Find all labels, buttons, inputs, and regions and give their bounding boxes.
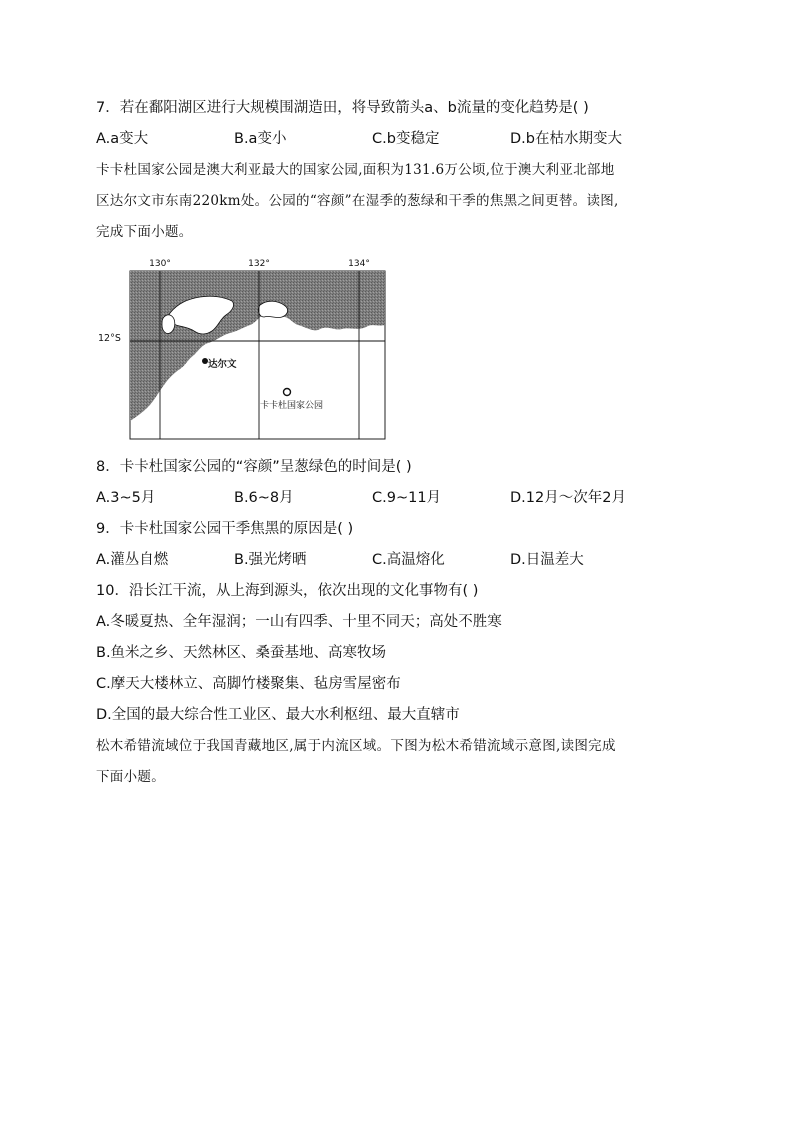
q7-stem: 7．若在鄱阳湖区进行大规模围湖造田，将导致箭头a、b流量的变化趋势是( ) — [96, 100, 589, 116]
intro2-line-2: 下面小题。 — [96, 769, 165, 785]
bathurst-island — [162, 315, 175, 334]
q10-option-d[interactable]: D.全国的最大综合性工业区、最大水利枢纽、最大直辖市 — [96, 707, 460, 723]
q10-option-c[interactable]: C.摩天大楼林立、高脚竹楼聚集、毡房雪屋密布 — [96, 676, 401, 692]
intro2-line-1: 松木希错流域位于我国青藏地区,属于内流区域。下图为松木希错流域示意图,读图完成 — [96, 738, 616, 754]
q10-option-a[interactable]: A.冬暖夏热、全年湿润；一山有四季、十里不同天；高处不胜寒 — [96, 614, 502, 630]
intro1-line-1: 卡卡杜国家公园是澳大利亚最大的国家公园,面积为131.6万公顷,位于澳大利亚北部地 — [96, 162, 615, 178]
kakadu-map — [128, 255, 388, 441]
q7-option-d[interactable]: D.b在枯水期变大 — [510, 131, 622, 147]
q8-option-b[interactable]: B.6~8月 — [234, 490, 294, 506]
intro1-line-3: 完成下面小题。 — [96, 224, 193, 240]
q8-option-a[interactable]: A.3~5月 — [96, 490, 156, 506]
kakadu-label: 卡卡杜国家公园 — [260, 401, 324, 411]
q9-option-c[interactable]: C.高温熔化 — [372, 552, 445, 568]
q7-option-a[interactable]: A.a变大 — [96, 131, 149, 147]
q10-option-b[interactable]: B.鱼米之乡、天然林区、桑蚕基地、高寒牧场 — [96, 645, 387, 661]
lon-label-132: 132° — [248, 259, 270, 269]
q9-option-b[interactable]: B.强光烤晒 — [234, 552, 307, 568]
kakadu-map-svg — [128, 255, 388, 441]
lon-label-134: 134° — [348, 259, 370, 269]
lat-label-12s: 12°S — [98, 333, 121, 344]
q8-option-d[interactable]: D.12月～次年2月 — [510, 490, 626, 506]
q8-stem: 8．卡卡杜国家公园的“容颜”呈葱绿色的时间是( ) — [96, 459, 412, 475]
q7-option-b[interactable]: B.a变小 — [234, 131, 287, 147]
q8-option-c[interactable]: C.9~11月 — [372, 490, 442, 506]
q9-option-d[interactable]: D.日温差大 — [510, 552, 584, 568]
kakadu-marker — [284, 389, 291, 396]
q10-stem: 10．沿长江干流，从上海到源头，依次出现的文化事物有( ) — [96, 583, 479, 599]
intro1-line-2: 区达尔文市东南220km处。公园的“容颜”在湿季的葱绿和干季的焦黑之间更替。读图, — [96, 193, 619, 209]
q9-stem: 9．卡卡杜国家公园干季焦黑的原因是( ) — [96, 521, 354, 537]
darwin-label: 达尔文 — [208, 359, 237, 370]
q9-option-a[interactable]: A.灌丛自燃 — [96, 552, 169, 568]
q7-option-c[interactable]: C.b变稳定 — [372, 131, 440, 147]
lon-label-130: 130° — [149, 259, 171, 269]
